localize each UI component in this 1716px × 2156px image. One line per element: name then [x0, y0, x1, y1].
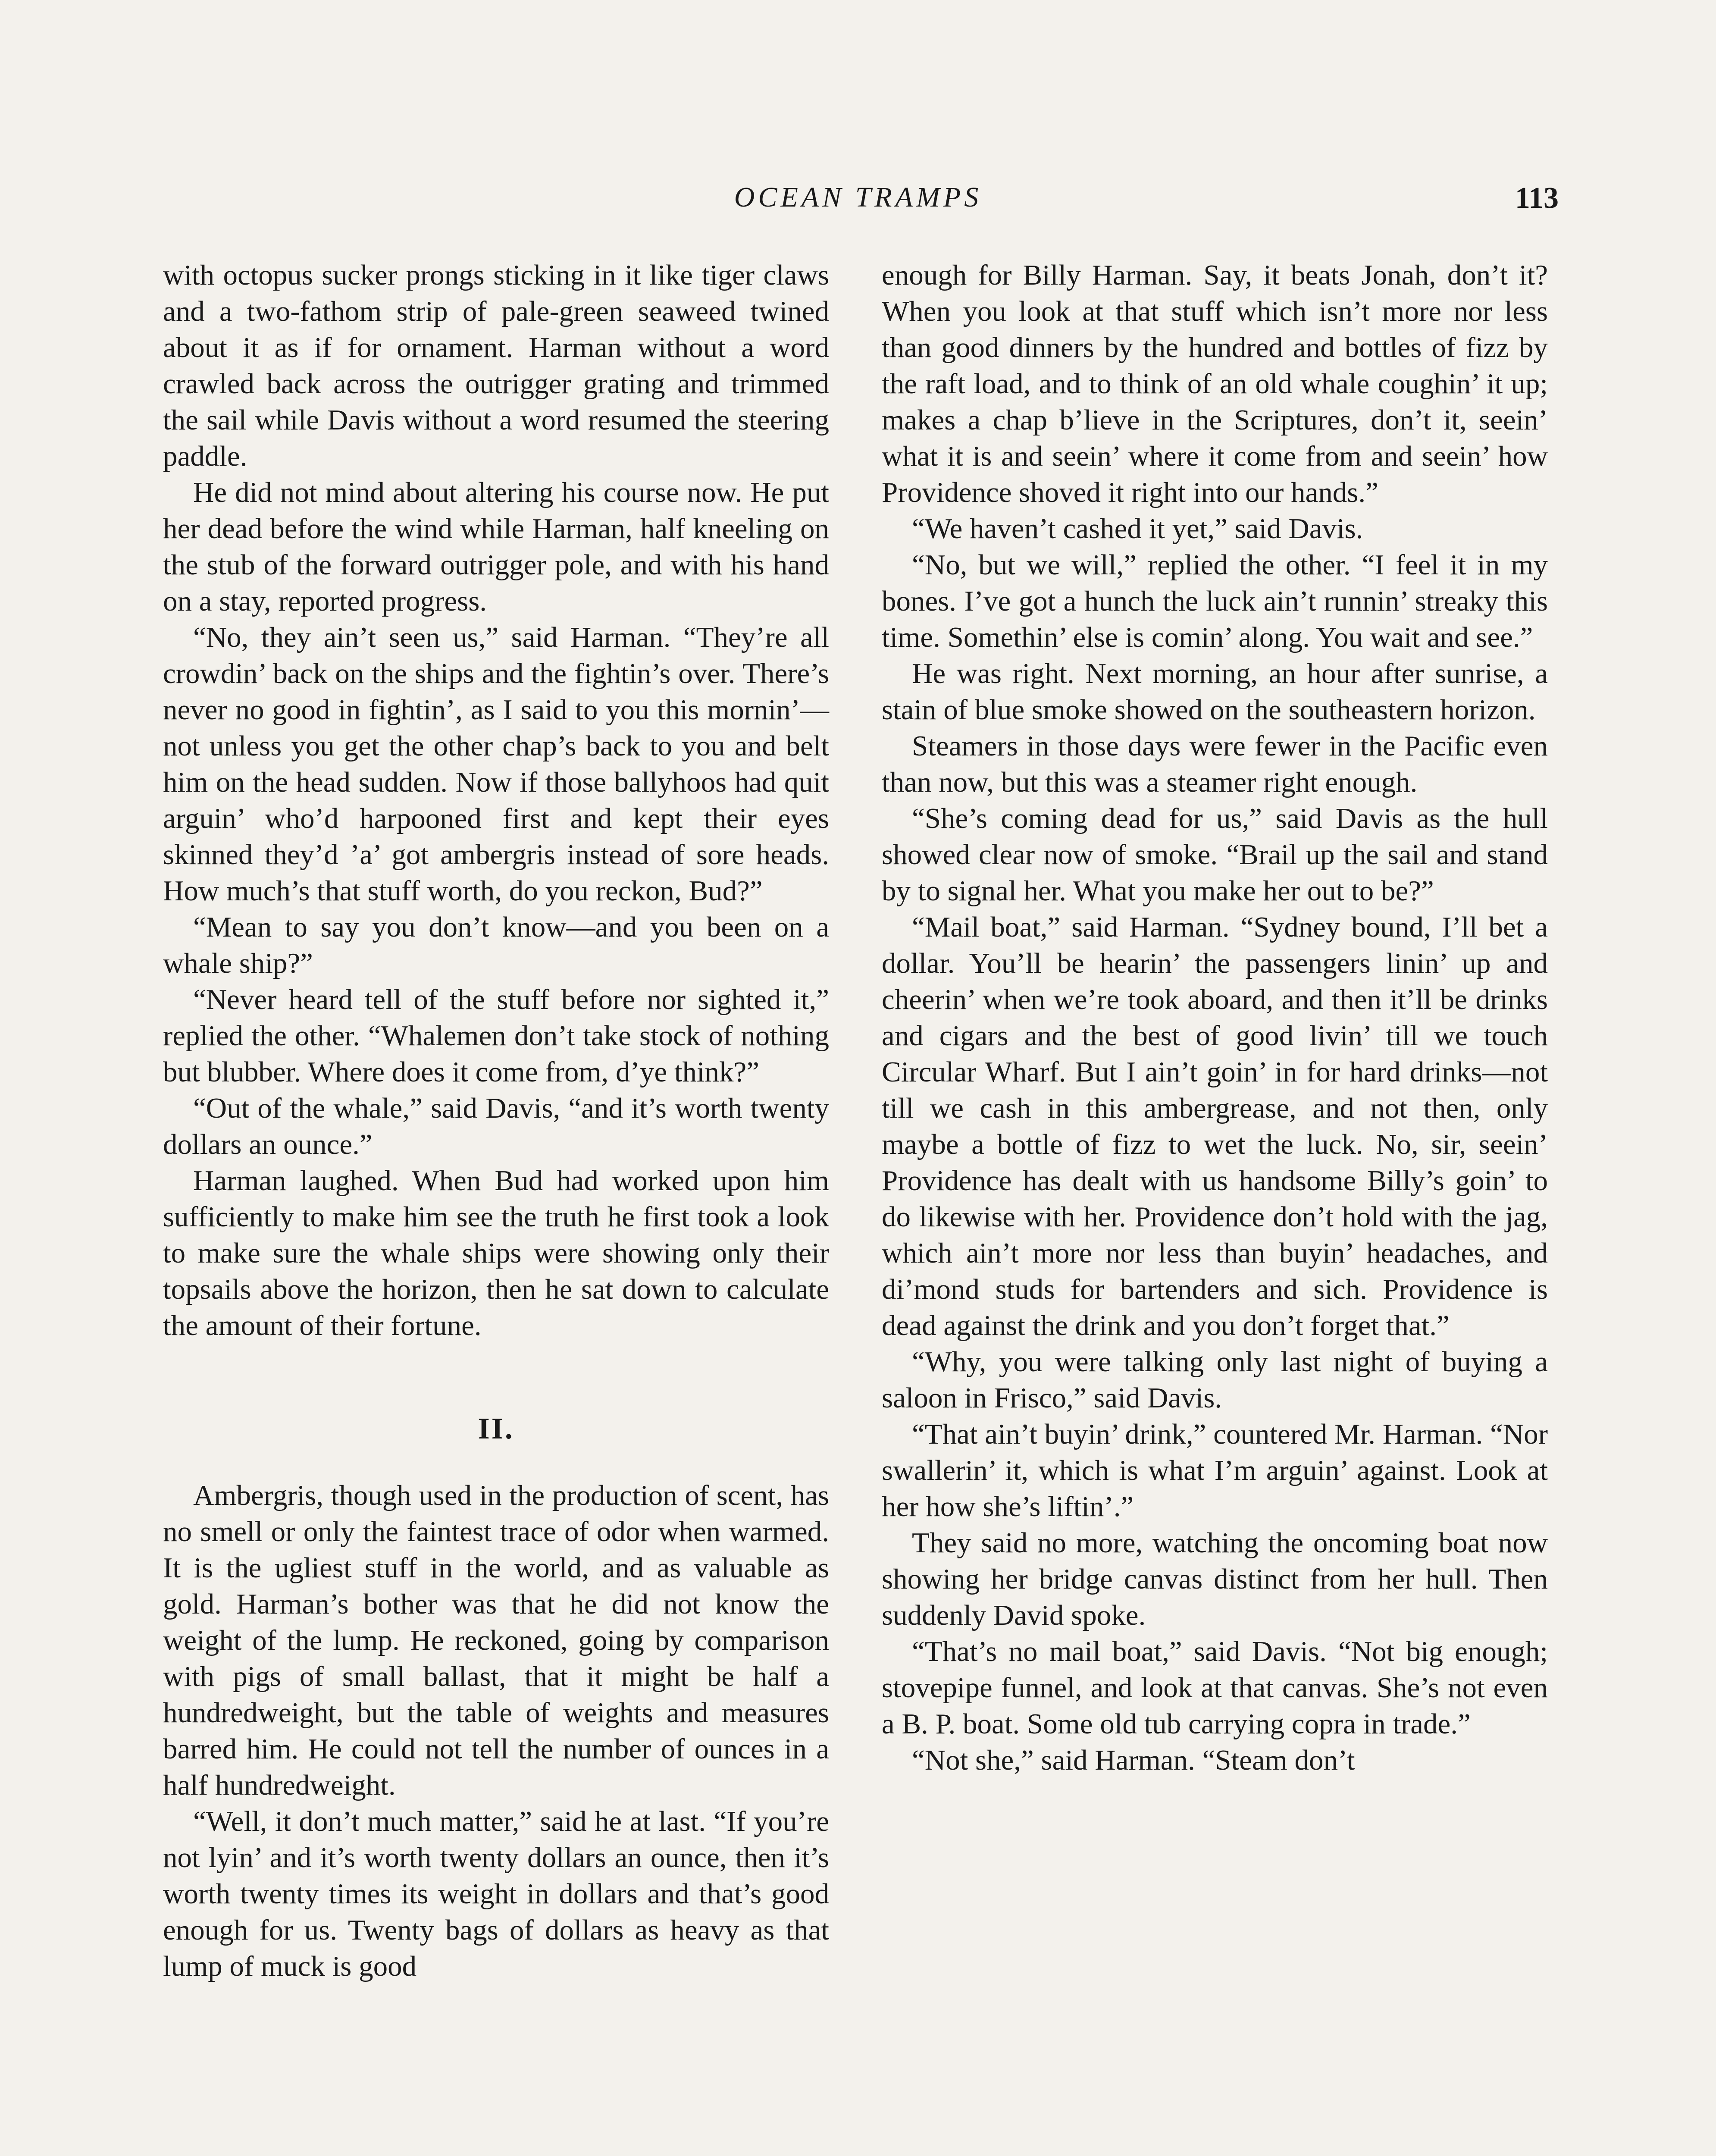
right-column [882, 257, 1548, 1778]
paragraph: “We haven’t cashed it yet,” said Davis. [912, 513, 1363, 545]
paragraph: Harman laughed. When Bud had worked upon him sufficiently to make him see the truth he first took a look to make sure the whale ships were showing only their topsails above the horizon, then he sat down to calculate the amount of their fortune. [163, 1165, 829, 1341]
paragraph: “That ain’t buyin’ drink,” countered Mr. Harman. “Nor swallerin’ it, which is what I’m arguin’ against. Look at her how she’s liftin’.” [882, 1418, 1548, 1523]
section-heading: II. [478, 1412, 514, 1445]
paragraph: with octopus sucker prongs sticking in it like tiger claws and a two-fathom strip of pale-green seaweed twined about it as if for ornament. Harman without a word crawled back across the outrigger grating and trimmed the sail while Davis without a word resumed the steering paddle. [163, 259, 829, 472]
paragraph: “Not she,” said Harman. “Steam don’t [912, 1744, 1355, 1776]
paragraph: enough for Billy Harman. Say, it beats Jonah, don’t it? When you look at that stuff which isn’t more nor less than good dinners by the hundred and bottles of fizz by the raft load, and to think of an old whale coughin’ it up; makes a chap b’lieve in the Scriptures, don’t it, seein’ what it is and seein’ where it come from and seein’ how Providence shoved it right into our hands.” [882, 259, 1548, 508]
paragraph: They said no more, watching the oncoming boat now showing her bridge canvas distinct from her hull. Then suddenly David spoke. [882, 1527, 1548, 1631]
paragraph: “Mail boat,” said Harman. “Sydney bound, I’ll bet a dollar. You’ll be hearin’ the passengers linin’ up and cheerin’ when we’re took aboard, and then it’ll be drinks and cigars and the best of good livin’ till we touch Circular Wharf. But I ain’t goin’ in for hard drinks—not till we cash in this ambergrease, and not then, only maybe a bottle of fizz to wet the luck. No, sir, seein’ Providence has dealt with us handsome Billy’s goin’ to do likewise with her. Providence don’t hold with the jag, which ain’t more nor less than buyin’ headaches, and di’mond studs for bartenders and sich. Providence is dead against the drink and you don’t forget that.” [882, 911, 1548, 1341]
paragraph: “Well, it don’t much matter,” said he at last. “If you’re not lyin’ and it’s worth twenty dollars an ounce, then it’s worth twenty times its weight in dollars and that’s good enough for us. Twenty bags of dollars as heavy as that lump of muck is good [163, 1805, 829, 1982]
page-number: 113 [1515, 182, 1559, 215]
paragraph: “Mean to say you don’t know—and you been on a whale ship?” [163, 911, 829, 979]
paragraph: “That’s no mail boat,” said Davis. “Not big enough; stovepipe funnel, and look at that canvas. She’s not even a B. P. boat. Some old tub carrying copra in trade.” [882, 1636, 1548, 1740]
paragraph: Steamers in those days were fewer in the Pacific even than now, but this was a steamer right enough. [882, 730, 1548, 798]
paragraph: “No, they ain’t seen us,” said Harman. “They’re all crowdin’ back on the ships and the fightin’s over. There’s never no good in fightin’, as I said to you this mornin’—not unless you get the other chap’s back to you and belt him on the head sudden. Now if those ballyhoos had quit arguin’ who’d harpooned first and kept their eyes skinned they’d ’a’ got ambergris instead of sore heads. How much’s that stuff worth, do you reckon, Bud?” [163, 621, 829, 907]
paragraph: Ambergris, though used in the production of scent, has no smell or only the faintest trace of odor when warmed. It is the ugliest stuff in the world, and as valuable as gold. Harman’s bother was that he did not know the weight of the lump. He reckoned, going by comparison with pigs of small ballast, that it might be half a hundredweight, but the table of weights and measures barred him. He could not tell the number of ounces in a half hundredweight. [163, 1479, 829, 1801]
paragraph: “No, but we will,” replied the other. “I feel it in my bones. I’ve got a hunch the luck ain’t runnin’ streaky this time. Somethin’ else is comin’ along. You wait and see.” [882, 549, 1548, 653]
paragraph: He was right. Next morning, an hour after sunrise, a stain of blue smoke showed on the southeastern horizon. [882, 658, 1548, 726]
paragraph: “Never heard tell of the stuff before nor sighted it,” replied the other. “Whalemen don’t take stock of nothing but blubber. Where does it come from, d’ye think?” [163, 984, 829, 1088]
paragraph: “Out of the whale,” said Davis, “and it’s worth twenty dollars an ounce.” [163, 1092, 829, 1160]
left-column [163, 257, 829, 1984]
paragraph: “Why, you were talking only last night of buying a saloon in Frisco,” said Davis. [882, 1346, 1548, 1414]
running-header-title: OCEAN TRAMPS [734, 182, 982, 213]
paragraph: “She’s coming dead for us,” said Davis as the hull showed clear now of smoke. “Brail up the sail and stand by to signal her. What you make her out to be?” [882, 802, 1548, 907]
paragraph: He did not mind about altering his course now. He put her dead before the wind while Harman, half kneeling on the stub of the forward outrigger pole, and with his hand on a stay, reported progress. [163, 476, 829, 617]
